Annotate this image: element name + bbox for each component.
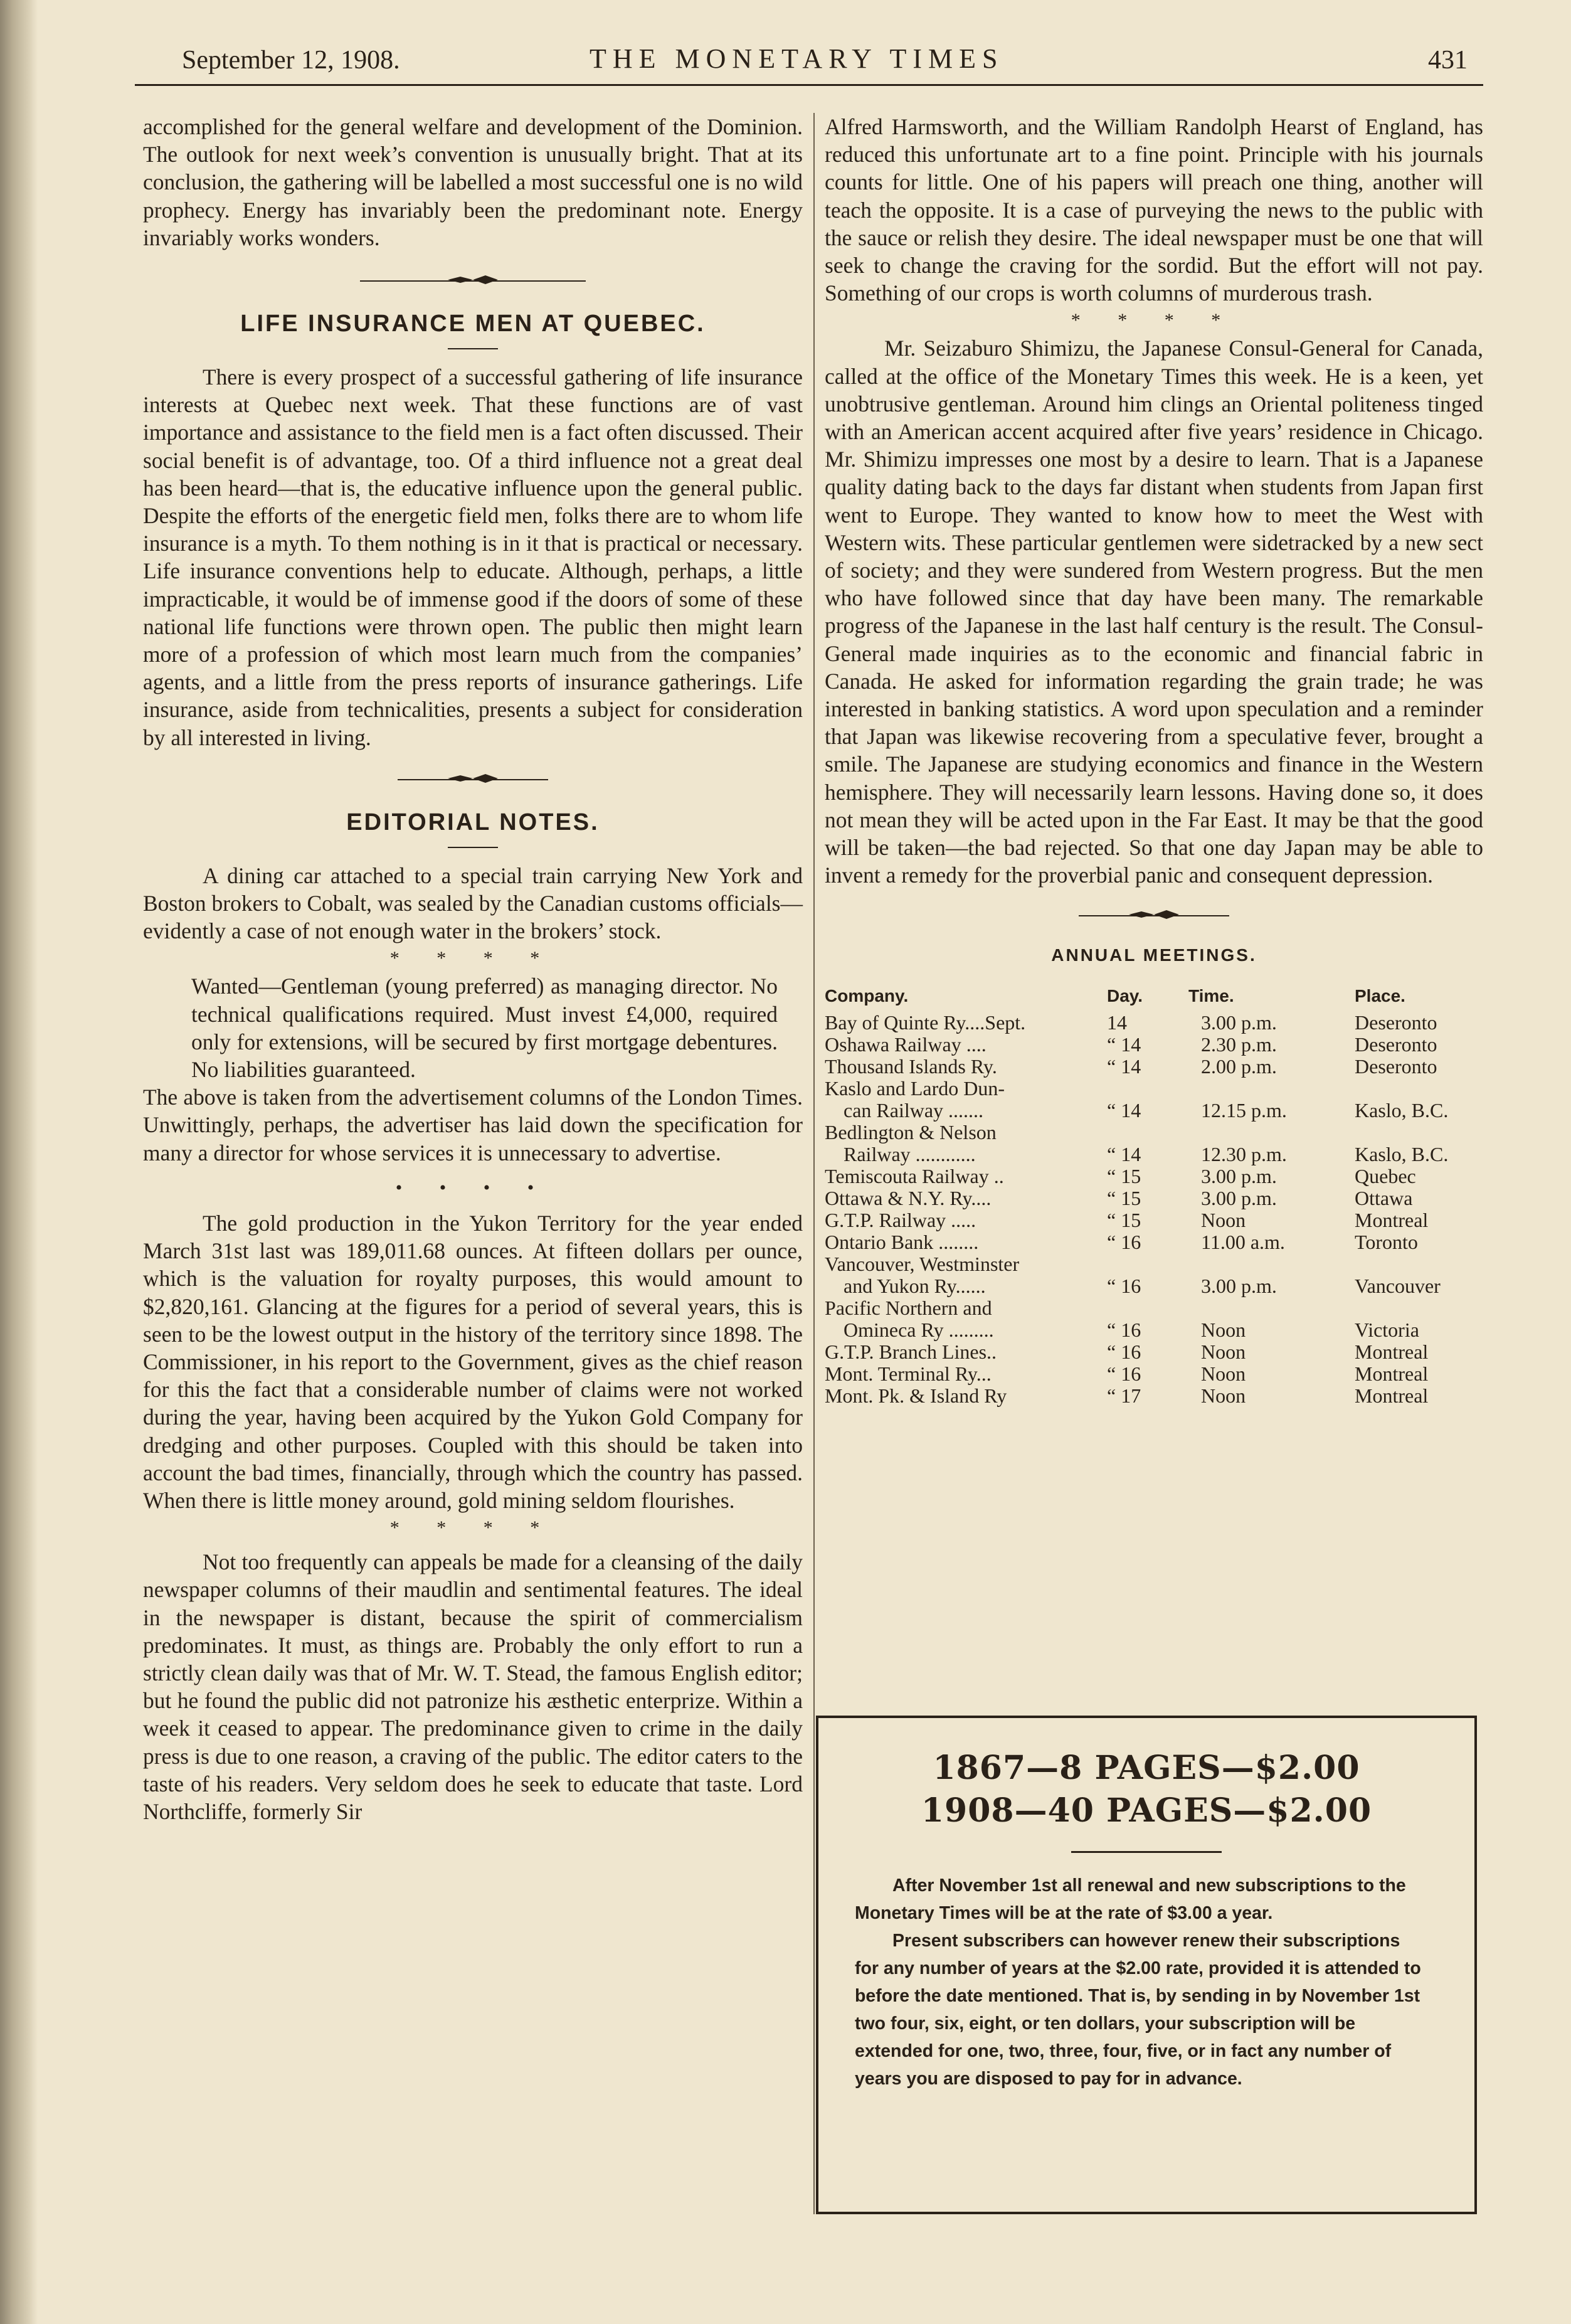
company-line: Ottawa & N.Y. Ry.... [825, 1186, 992, 1209]
place-cell: Montreal [1355, 1384, 1429, 1407]
table-row [825, 1056, 1483, 1078]
day-cell: “ 16 [1107, 1274, 1141, 1297]
issue-date: September 12, 1908. [182, 46, 400, 75]
day-cell: “ 14 [1107, 1142, 1141, 1165]
column-header-place: Place. [1355, 985, 1405, 1005]
place-cell: Montreal [1355, 1362, 1429, 1385]
publication-title: THE MONETARY TIMES [590, 43, 1004, 74]
place-cell: Deseronto [1355, 1011, 1437, 1034]
table-row [825, 1187, 1483, 1209]
annual-meetings-heading: ANNUAL MEETINGS. [1051, 945, 1257, 965]
company-cell [825, 1012, 1107, 1034]
subscription-headline-1908: 1908—40 PAGES—$2.00 [921, 1791, 1372, 1830]
company-line: Vancouver, Westminster [825, 1252, 1020, 1275]
day-cell: “ 16 [1107, 1230, 1141, 1253]
place-cell: Montreal [1355, 1208, 1429, 1231]
life-insurance-heading: LIFE INSURANCE MEN AT QUEBEC. [240, 310, 706, 337]
right-column [825, 113, 1483, 1407]
subscription-notice-box [816, 1716, 1477, 2214]
subscription-renewal-notice: Present subscribers can however renew their subscriptions for any number of years at the $2.00 rate, provided it is attended to before the date mentioned. That is, by sending in by November 1st two four, six, eight, or ten dollars, your subscription will be extended for one, two, three, four, five, or in fact any number of years you are disposed to pay for in advance. [855, 1931, 1421, 2089]
stars-separator: * * * * [389, 1517, 556, 1539]
heading-rule [448, 348, 498, 349]
company-line: Railway ............ [844, 1142, 976, 1165]
company-cell [825, 1231, 1107, 1253]
left-column [143, 113, 803, 1825]
column-header-day: Day. [1107, 985, 1143, 1005]
company-line: Kaslo and Lardo Dun- [825, 1076, 1005, 1100]
quoted-advertisement: Wanted—Gentleman (young preferred) as managing director. No technical qualifications required. Must invest £4,000, required only for extensions, will be secured by first mortgage debentures. No liabilities guaranteed. [191, 974, 778, 1083]
place-cell: Montreal [1355, 1340, 1429, 1363]
time-cell: 3.00 p.m. [1201, 1011, 1277, 1034]
shimizu-paragraph: Mr. Seizaburo Shimizu, the Japanese Consul-General for Canada, called at the office of the Monetary Times this week. He is a keen, yet unobtrusive gentleman. Around him clings an Oriental politeness tinged with an American accent acquired after five years’ residence in Chicago. Mr. Shimizu impresses one most by a desire to learn. That is a Japanese quality dating back to the days far distant when students from Japan first went to Europe. They wanted to know how to meet the West with Western wits. These particular gentlemen were sidetracked by a new sect of society; and they were sundered from Western progress. But the men who have followed since that day have been many. The remarkable progress of the Japanese in the last half century is the result. The Consul-General made inquiries as to the economic and financial fabric in Canada. He asked for information regarding the grain trade; he was interested in banking statistics. A word upon speculation and a reminder that Japan was likewise recovering from a speculative fever, brought a smile. The Japanese are studying economics and finance in the Western hemisphere. They will necessarily learn lessons. Having done so, it does not mean they will be acted upon in the Far East. It may be that the good will be taken—the bad rejected. So that one day Japan may be able to invent a remedy for the proverbial panic and consequent depression. [825, 336, 1483, 888]
time-cell: Noon [1201, 1208, 1246, 1231]
place-cell: Toronto [1355, 1230, 1418, 1253]
day-cell: “ 16 [1107, 1362, 1141, 1385]
place-cell: Vancouver [1355, 1274, 1441, 1297]
section-ornament [825, 898, 1483, 935]
time-cell: 2.00 p.m. [1201, 1054, 1277, 1078]
company-cell [825, 1341, 1107, 1363]
table-row [825, 1012, 1483, 1034]
meetings-rows [825, 1012, 1483, 1407]
place-cell: Victoria [1355, 1318, 1419, 1341]
stars-separator: * * * * [1071, 310, 1237, 331]
company-line: G.T.P. Railway ..... [825, 1208, 976, 1231]
place-cell: Kaslo, B.C. [1355, 1142, 1449, 1165]
table-header-row [825, 985, 1483, 1012]
company-cell [825, 1385, 1107, 1407]
table-row [825, 1385, 1483, 1407]
company-line: Pacific Northern and [825, 1296, 992, 1319]
column-divider [813, 113, 815, 2214]
bullets-separator: • • • • [395, 1177, 551, 1198]
table-row [825, 1165, 1483, 1187]
subscription-rate-notice: After November 1st all renewal and new subscriptions to the Monetary Times will be at the rate of $3.00 a year. [855, 1876, 1406, 1923]
day-cell: “ 14 [1107, 1054, 1141, 1078]
company-line: Mont. Terminal Ry... [825, 1362, 992, 1385]
company-line: Temiscouta Railway .. [825, 1164, 1004, 1187]
time-cell: Noon [1201, 1318, 1246, 1341]
company-cell [825, 1363, 1107, 1385]
table-row [825, 1209, 1483, 1231]
place-cell: Deseronto [1355, 1032, 1437, 1056]
day-cell: “ 14 [1107, 1032, 1141, 1056]
company-line: Oshawa Railway .... [825, 1032, 987, 1056]
intro-paragraph: accomplished for the general welfare and development of the Dominion. The outlook for next week’s convention is unusually bright. That at its conclusion, the gathering will be labelled a most successful one is no wild prophecy. Energy has invariably been the predominant note. Energy invariably works wonders. [143, 114, 803, 250]
company-line: can Railway ....... [844, 1098, 984, 1122]
company-cell [825, 1209, 1107, 1231]
box-rule [1071, 1851, 1222, 1853]
company-line: Thousand Islands Ry. [825, 1054, 997, 1078]
editorial-note-dining-car: A dining car attached to a special train carrying New York and Boston brokers to Cobalt, was sealed by the Canadian customs officials—evidently a case of not enough water in the brokers’ stock. [143, 862, 803, 944]
life-insurance-body: There is every prospect of a successful gathering of life insurance interests at Quebec next week. That these functions are of vast importance and assistance to the field men is a fact often discussed. Their social benefit is of advantage, too. Of a third influence not a great deal has been heard—that is, the educative influence upon the general public. Despite the efforts of the energetic field men, folks there are to whom life insurance is a myth. To them nothing is in it that is practical or necessary. Life insurance conventions help to educate. Although, perhaps, a little impracticable, it would be of immense good if the doors of some of these national life functions were thrown open. The public then might learn more of a profession of which most learn much from the companies’ agents, and a little from the press reports of insurance gatherings. Life insurance, aside from technicalities, presents a subject for consideration by all interested in living. [143, 364, 803, 750]
newspaper-continuation: Alfred Harmsworth, and the William Randolph Hearst of England, has reduced this unfortunate art to a fine point. Principle with his journals counts for little. One of his papers will preach one thing, another will teach the opposite. It is a case of purveying the news to the public with the sauce or relish they desire. The ideal newspaper must be one that will seek to change the craving for the sordid. But the effort will not pay. Something of our crops is worth columns of murderous trash. [825, 114, 1483, 306]
table-row [825, 1078, 1483, 1122]
day-cell: “ 16 [1107, 1318, 1141, 1341]
day-cell: “ 14 [1107, 1098, 1141, 1122]
page-number: 431 [1428, 46, 1468, 75]
editorial-notes-heading: EDITORIAL NOTES. [346, 809, 600, 836]
stars-separator: * * * * [389, 948, 556, 969]
company-line: Bay of Quinte Ry....Sept. [825, 1011, 1026, 1034]
table-row [825, 1034, 1483, 1056]
day-cell: “ 15 [1107, 1186, 1141, 1209]
column-header-time: Time. [1188, 985, 1234, 1005]
company-cell [825, 1034, 1107, 1056]
place-cell: Kaslo, B.C. [1355, 1098, 1449, 1122]
table-row [825, 1253, 1483, 1297]
company-cell [825, 1165, 1107, 1187]
column-header-company: Company. [825, 985, 909, 1005]
place-cell: Ottawa [1355, 1186, 1413, 1209]
table-row [825, 1231, 1483, 1253]
editorial-note-london-times: The above is taken from the advertisement columns of the London Times. Unwittingly, perhaps, the advertiser has laid down the specification for many a director for whose services it is unnecessary to advertise. [143, 1085, 803, 1165]
company-line: and Yukon Ry...... [844, 1274, 986, 1297]
table-row [825, 1341, 1483, 1363]
heading-rule [448, 847, 498, 848]
subscription-text [818, 1872, 1474, 2093]
time-cell: Noon [1201, 1340, 1246, 1363]
place-cell: Deseronto [1355, 1054, 1437, 1078]
company-line: G.T.P. Branch Lines.. [825, 1340, 997, 1363]
day-cell: “ 15 [1107, 1164, 1141, 1187]
company-line: Mont. Pk. & Island Ry [825, 1384, 1007, 1407]
company-line: Ontario Bank ........ [825, 1230, 979, 1253]
company-line: Omineca Ry ......... [844, 1318, 994, 1341]
company-cell [825, 1297, 1107, 1341]
company-cell [825, 1253, 1107, 1297]
day-cell: “ 15 [1107, 1208, 1141, 1231]
subscription-headline-1867: 1867—8 PAGES—$2.00 [933, 1749, 1360, 1787]
annual-meetings-table [825, 985, 1483, 1407]
section-ornament [143, 761, 803, 799]
table-row [825, 1122, 1483, 1165]
time-cell: Noon [1201, 1362, 1246, 1385]
time-cell: 3.00 p.m. [1201, 1274, 1277, 1297]
company-line: Bedlington & Nelson [825, 1120, 997, 1143]
time-cell: 12.30 p.m. [1201, 1142, 1287, 1165]
company-cell [825, 1056, 1107, 1078]
table-row [825, 1297, 1483, 1341]
page-header [182, 39, 1468, 83]
company-cell [825, 1122, 1107, 1165]
editorial-note-yukon-gold: The gold production in the Yukon Territory for the year ended March 31st last was 189,011.68 ounces. At fifteen dollars per ounce, which is the valuation for royalty purposes, this would amount to $2,820,161. Glancing at the figures for a period of several years, this is seen to be the lowest output in the history of the territory since 1898. The Commissioner, in his report to the Government, gives as the chief reason for this the fact that a considerable number of claims were not worked during the year, having been acquired by the Yukon Gold Company for dredging and other purposes. Coupled with this should be taken into account the bad times, financially, through which the country has passed. When there is little money around, gold mining seldom flourishes. [143, 1210, 803, 1513]
place-cell: Quebec [1355, 1164, 1416, 1187]
day-cell: “ 16 [1107, 1340, 1141, 1363]
company-cell [825, 1187, 1107, 1209]
company-cell [825, 1078, 1107, 1122]
day-cell: “ 17 [1107, 1384, 1141, 1407]
time-cell: 3.00 p.m. [1201, 1186, 1277, 1209]
time-cell: Noon [1201, 1384, 1246, 1407]
section-ornament [143, 263, 803, 300]
time-cell: 2.30 p.m. [1201, 1032, 1277, 1056]
time-cell: 3.00 p.m. [1201, 1164, 1277, 1187]
editorial-note-newspapers: Not too frequently can appeals be made for a cleansing of the daily newspaper columns of their maudlin and sentimental features. The ideal in the newspaper is distant, because the spirit of commercialism predominates. It must, as things are. Probably the only effort to run a strictly clean daily was that of Mr. W. T. Stead, the famous English editor; but he found the public did not patronize his æsthetic enterprize. Within a week it ceased to appear. The predominance given to crime in the daily press is due to one reason, a craving of the public. The editor caters to the taste of his readers. Very seldom does he seek to educate that taste. Lord Northcliffe, formerly Sir [143, 1549, 803, 1824]
time-cell: 11.00 a.m. [1201, 1230, 1285, 1253]
table-row [825, 1363, 1483, 1385]
header-rule [135, 84, 1483, 86]
time-cell: 12.15 p.m. [1201, 1098, 1287, 1122]
day-cell: 14 [1107, 1011, 1127, 1034]
binding-spine [0, 0, 38, 2324]
